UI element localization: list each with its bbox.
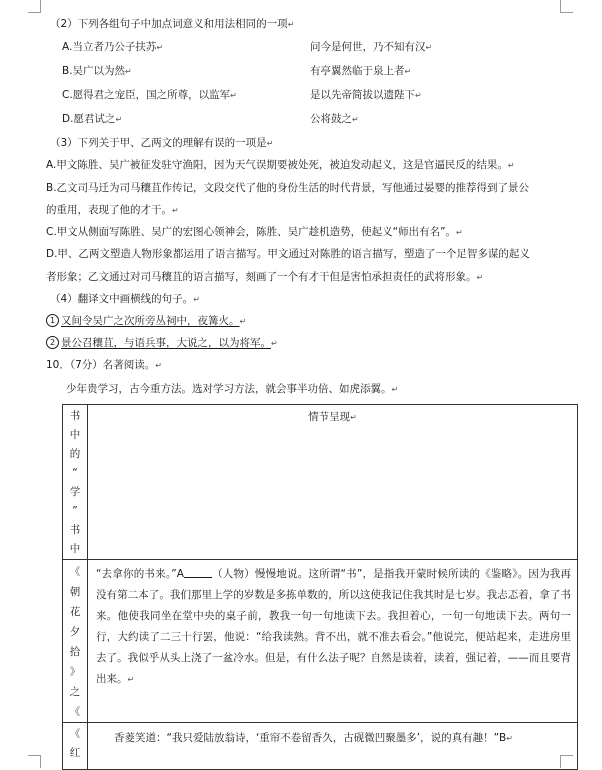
q2-option-d-right: 公将鼓之↵ — [310, 113, 359, 125]
q2-option-b-left: B.吴广以为然↵ — [62, 65, 132, 77]
q2-option-c-right: 是以先帝简拔以遗陛下↵ — [310, 89, 422, 101]
q4-sentence-1: 1 又间令吴广之次所旁丛祠中，夜篝火。↵ — [46, 314, 246, 329]
q10-intro: 少年贵学习，古今重方法。选对学习方法，就会事半功倍、如虎添翼。↵ — [66, 383, 399, 395]
header-vertical-label: 书 中 的 “ 学 ” 书 中 — [63, 405, 88, 560]
q3-option-b-line2: 的重用，表现了他的才干。↵ — [46, 204, 179, 216]
q3-option-d-line2: 者形象；乙文通过对司马穰苴的语言描写，刻画了一个有才干但是害怕承担责任的武将形象。↵ — [46, 271, 484, 283]
q2-option-a-left: A.当立者乃公子扶苏↵ — [62, 41, 164, 53]
header-title-cell: 情节呈现↵ — [88, 405, 578, 560]
q4-sentence-2: 2 景公召穰苴，与语兵事，大说之，以为将军。↵ — [46, 336, 278, 351]
q2-option-c-left: C.愿得君之宠臣，国之所尊，以监军↵ — [62, 89, 237, 101]
corner-mark-top-left — [28, 0, 41, 13]
q2-title: （2）下列各组句子中加点词意义和用法相同的一项↵ — [50, 18, 295, 30]
q3-option-b-line1: B.乙文司马迁为司马穰苴作传记，文段交代了他的身份生活的时代背景，写他通过晏婴的推荐得到了景公 — [46, 182, 530, 194]
circled-number-2: 2 — [46, 336, 59, 349]
q10-title: 10．（7分）名著阅读。↵ — [46, 359, 162, 371]
q3-option-d-line1: D.甲、乙两文塑造人物形象都运用了语言描写。甲文通过对陈胜的语言描写，塑造了一个足智多谋的起义 — [46, 248, 530, 260]
corner-mark-bottom-left — [28, 755, 41, 768]
q3-option-a: A.甲文陈胜、吴广被征发驻守渔阳，因为天气误期要被处死，被迫发动起义，这是官逼民反的结果。↵ — [46, 159, 515, 171]
circled-number-1: 1 — [46, 314, 59, 327]
answer-blank-a[interactable] — [184, 567, 212, 578]
reading-table — [62, 404, 578, 770]
corner-mark-top-right — [560, 0, 573, 13]
q3-option-c: C.甲文从侧面写陈胜、吴广的宏图心领神会，陈胜、吴广趁机造势，使起义“师出有名”。↵ — [46, 226, 463, 238]
row1-passage: “去拿你的书来。”A （人物）慢慢地说。这所谓“书”，是指我开蒙时候所读的《鉴略》。因为我再没有第二本了。我们那里上学的岁数是多拣单数的，所以这使我记住我其时是七岁。我忐忑着，拿了书来。他使我同坐在堂中央的桌子前，教我一句一句地读下去。我担着心，一句一句地读下去。两句一行，大约读了二三十行罢，他说：“给我读熟。背不出，就不准去看会。”他说完，便站起来，走进房里去了。我似乎从头上浇了一盆冷水。但是，有什么法子呢？自然是读着，读着，强记着，——而且要背出来。↵ — [88, 560, 578, 723]
q3-title: （3）下列关于甲、乙两文的理解有误的一项是↵ — [50, 137, 274, 149]
q2-option-d-left: D.愿君试之↵ — [62, 113, 123, 125]
q4-title: （4）翻译文中画横线的句子。↵ — [50, 293, 200, 305]
q2-option-b-right: 有亭翼然临于泉上者↵ — [310, 65, 412, 77]
row2-passage: 香菱笑道：“我只爱陆放翁诗，‘重帘不卷留香久，古砚微凹聚墨多’，说的真有趣！”B↵ — [88, 723, 578, 770]
q2-option-a-right: 问今是何世，乃不知有汉↵ — [310, 41, 433, 53]
row2-book-label: 《 红 — [63, 723, 88, 770]
row1-book-label: 《 朝 花 夕 拾 》 之 《 — [63, 560, 88, 723]
